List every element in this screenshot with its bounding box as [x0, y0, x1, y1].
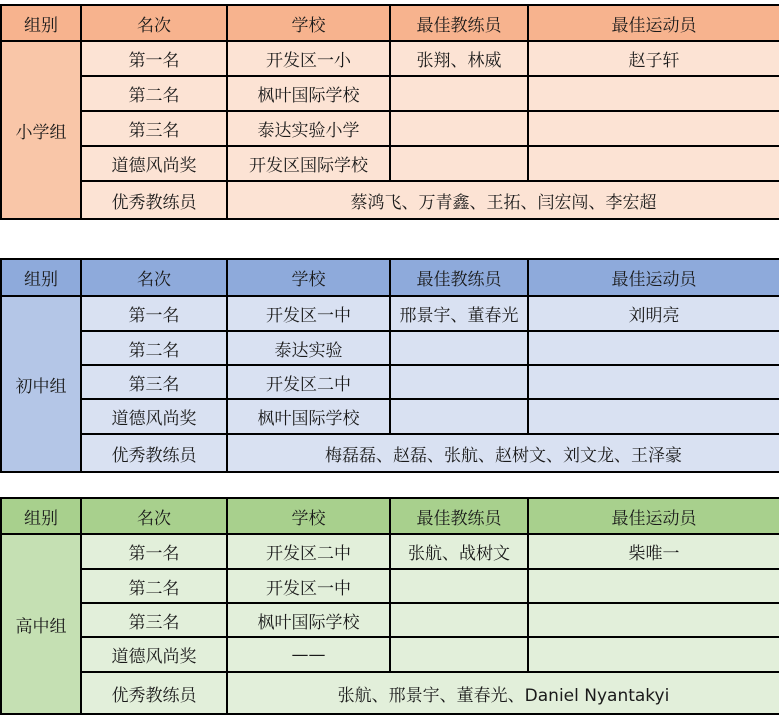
table-row: [1, 569, 779, 603]
coach-cell: [390, 365, 528, 399]
coach-cell: [390, 637, 528, 672]
school-cell: 开发区二中: [227, 365, 390, 399]
table-row: [1, 637, 779, 672]
athlete-cell: [528, 146, 779, 181]
coach-cell: [390, 76, 528, 111]
rank-cell: 第三名: [81, 365, 227, 399]
excellent-coach-names: 张航、邢景宇、董春光、Daniel Nyantakyi: [227, 672, 779, 714]
coach-cell: 张翔、林威: [390, 41, 528, 76]
header-best-coach: 最佳教练员: [390, 259, 528, 296]
rank-cell: 第一名: [81, 534, 227, 569]
athlete-cell: [528, 569, 779, 603]
header-best-coach: 最佳教练员: [390, 498, 528, 534]
rank-cell: 第二名: [81, 331, 227, 365]
school-cell: 开发区一中: [227, 569, 390, 603]
table-row: [1, 76, 779, 111]
rank-cell: 第三名: [81, 603, 227, 637]
header-rank: 名次: [81, 5, 227, 41]
group-label: 初中组: [1, 296, 81, 472]
athlete-cell: [528, 399, 779, 434]
header-rank: 名次: [81, 498, 227, 534]
header-group: 组别: [1, 498, 81, 534]
athlete-cell: [528, 111, 779, 146]
table-row: [1, 296, 779, 331]
athlete-cell: 刘明亮: [528, 296, 779, 331]
athlete-cell: [528, 76, 779, 111]
table-row: [1, 41, 779, 76]
coach-cell: [390, 331, 528, 365]
coach-cell: [390, 603, 528, 637]
rank-cell: 第二名: [81, 569, 227, 603]
coach-cell: [390, 399, 528, 434]
header-row: [1, 5, 779, 41]
rank-cell: 第二名: [81, 76, 227, 111]
coach-cell: [390, 146, 528, 181]
junior-high-table: [0, 258, 779, 473]
header-rank: 名次: [81, 259, 227, 296]
header-best-coach: 最佳教练员: [390, 5, 528, 41]
coach-cell: 张航、战树文: [390, 534, 528, 569]
athlete-cell: [528, 637, 779, 672]
school-cell: 泰达实验小学: [227, 111, 390, 146]
school-cell: 开发区一中: [227, 296, 390, 331]
header-group: 组别: [1, 5, 81, 41]
excellent-coach-label: 优秀教练员: [81, 181, 227, 219]
athlete-cell: [528, 331, 779, 365]
athlete-cell: [528, 365, 779, 399]
coach-cell: [390, 569, 528, 603]
header-row: [1, 498, 779, 534]
athlete-cell: [528, 603, 779, 637]
header-school: 学校: [227, 498, 390, 534]
group-label: 高中组: [1, 534, 81, 714]
coach-cell: 邢景宇、董春光: [390, 296, 528, 331]
excellent-coach-label: 优秀教练员: [81, 672, 227, 714]
header-row: [1, 259, 779, 296]
school-cell: 枫叶国际学校: [227, 76, 390, 111]
primary-school-table: [0, 4, 779, 220]
school-cell: 枫叶国际学校: [227, 399, 390, 434]
school-cell: ——: [227, 637, 390, 672]
excellent-coach-row: [1, 181, 779, 219]
table-row: [1, 534, 779, 569]
table-row: [1, 331, 779, 365]
header-best-athlete: 最佳运动员: [528, 498, 779, 534]
senior-high-table: [0, 497, 779, 715]
rank-cell: 道德风尚奖: [81, 637, 227, 672]
school-cell: 开发区二中: [227, 534, 390, 569]
excellent-coach-row: [1, 434, 779, 472]
table-row: [1, 111, 779, 146]
header-best-athlete: 最佳运动员: [528, 259, 779, 296]
header-school: 学校: [227, 259, 390, 296]
school-cell: 泰达实验: [227, 331, 390, 365]
school-cell: 开发区一小: [227, 41, 390, 76]
rank-cell: 第一名: [81, 296, 227, 331]
table-row: [1, 603, 779, 637]
excellent-coach-names: 梅磊磊、赵磊、张航、赵树文、刘文龙、王泽豪: [227, 434, 779, 472]
table-row: [1, 399, 779, 434]
excellent-coach-label: 优秀教练员: [81, 434, 227, 472]
group-label: 小学组: [1, 41, 81, 219]
athlete-cell: 柴唯一: [528, 534, 779, 569]
excellent-coach-names: 蔡鸿飞、万青鑫、王拓、闫宏闯、李宏超: [227, 181, 779, 219]
school-cell: 开发区国际学校: [227, 146, 390, 181]
school-cell: 枫叶国际学校: [227, 603, 390, 637]
rank-cell: 道德风尚奖: [81, 146, 227, 181]
excellent-coach-row: [1, 672, 779, 714]
table-row: [1, 146, 779, 181]
header-school: 学校: [227, 5, 390, 41]
rank-cell: 第一名: [81, 41, 227, 76]
rank-cell: 第三名: [81, 111, 227, 146]
coach-cell: [390, 111, 528, 146]
rank-cell: 道德风尚奖: [81, 399, 227, 434]
header-best-athlete: 最佳运动员: [528, 5, 779, 41]
athlete-cell: 赵子轩: [528, 41, 779, 76]
table-row: [1, 365, 779, 399]
header-group: 组别: [1, 259, 81, 296]
